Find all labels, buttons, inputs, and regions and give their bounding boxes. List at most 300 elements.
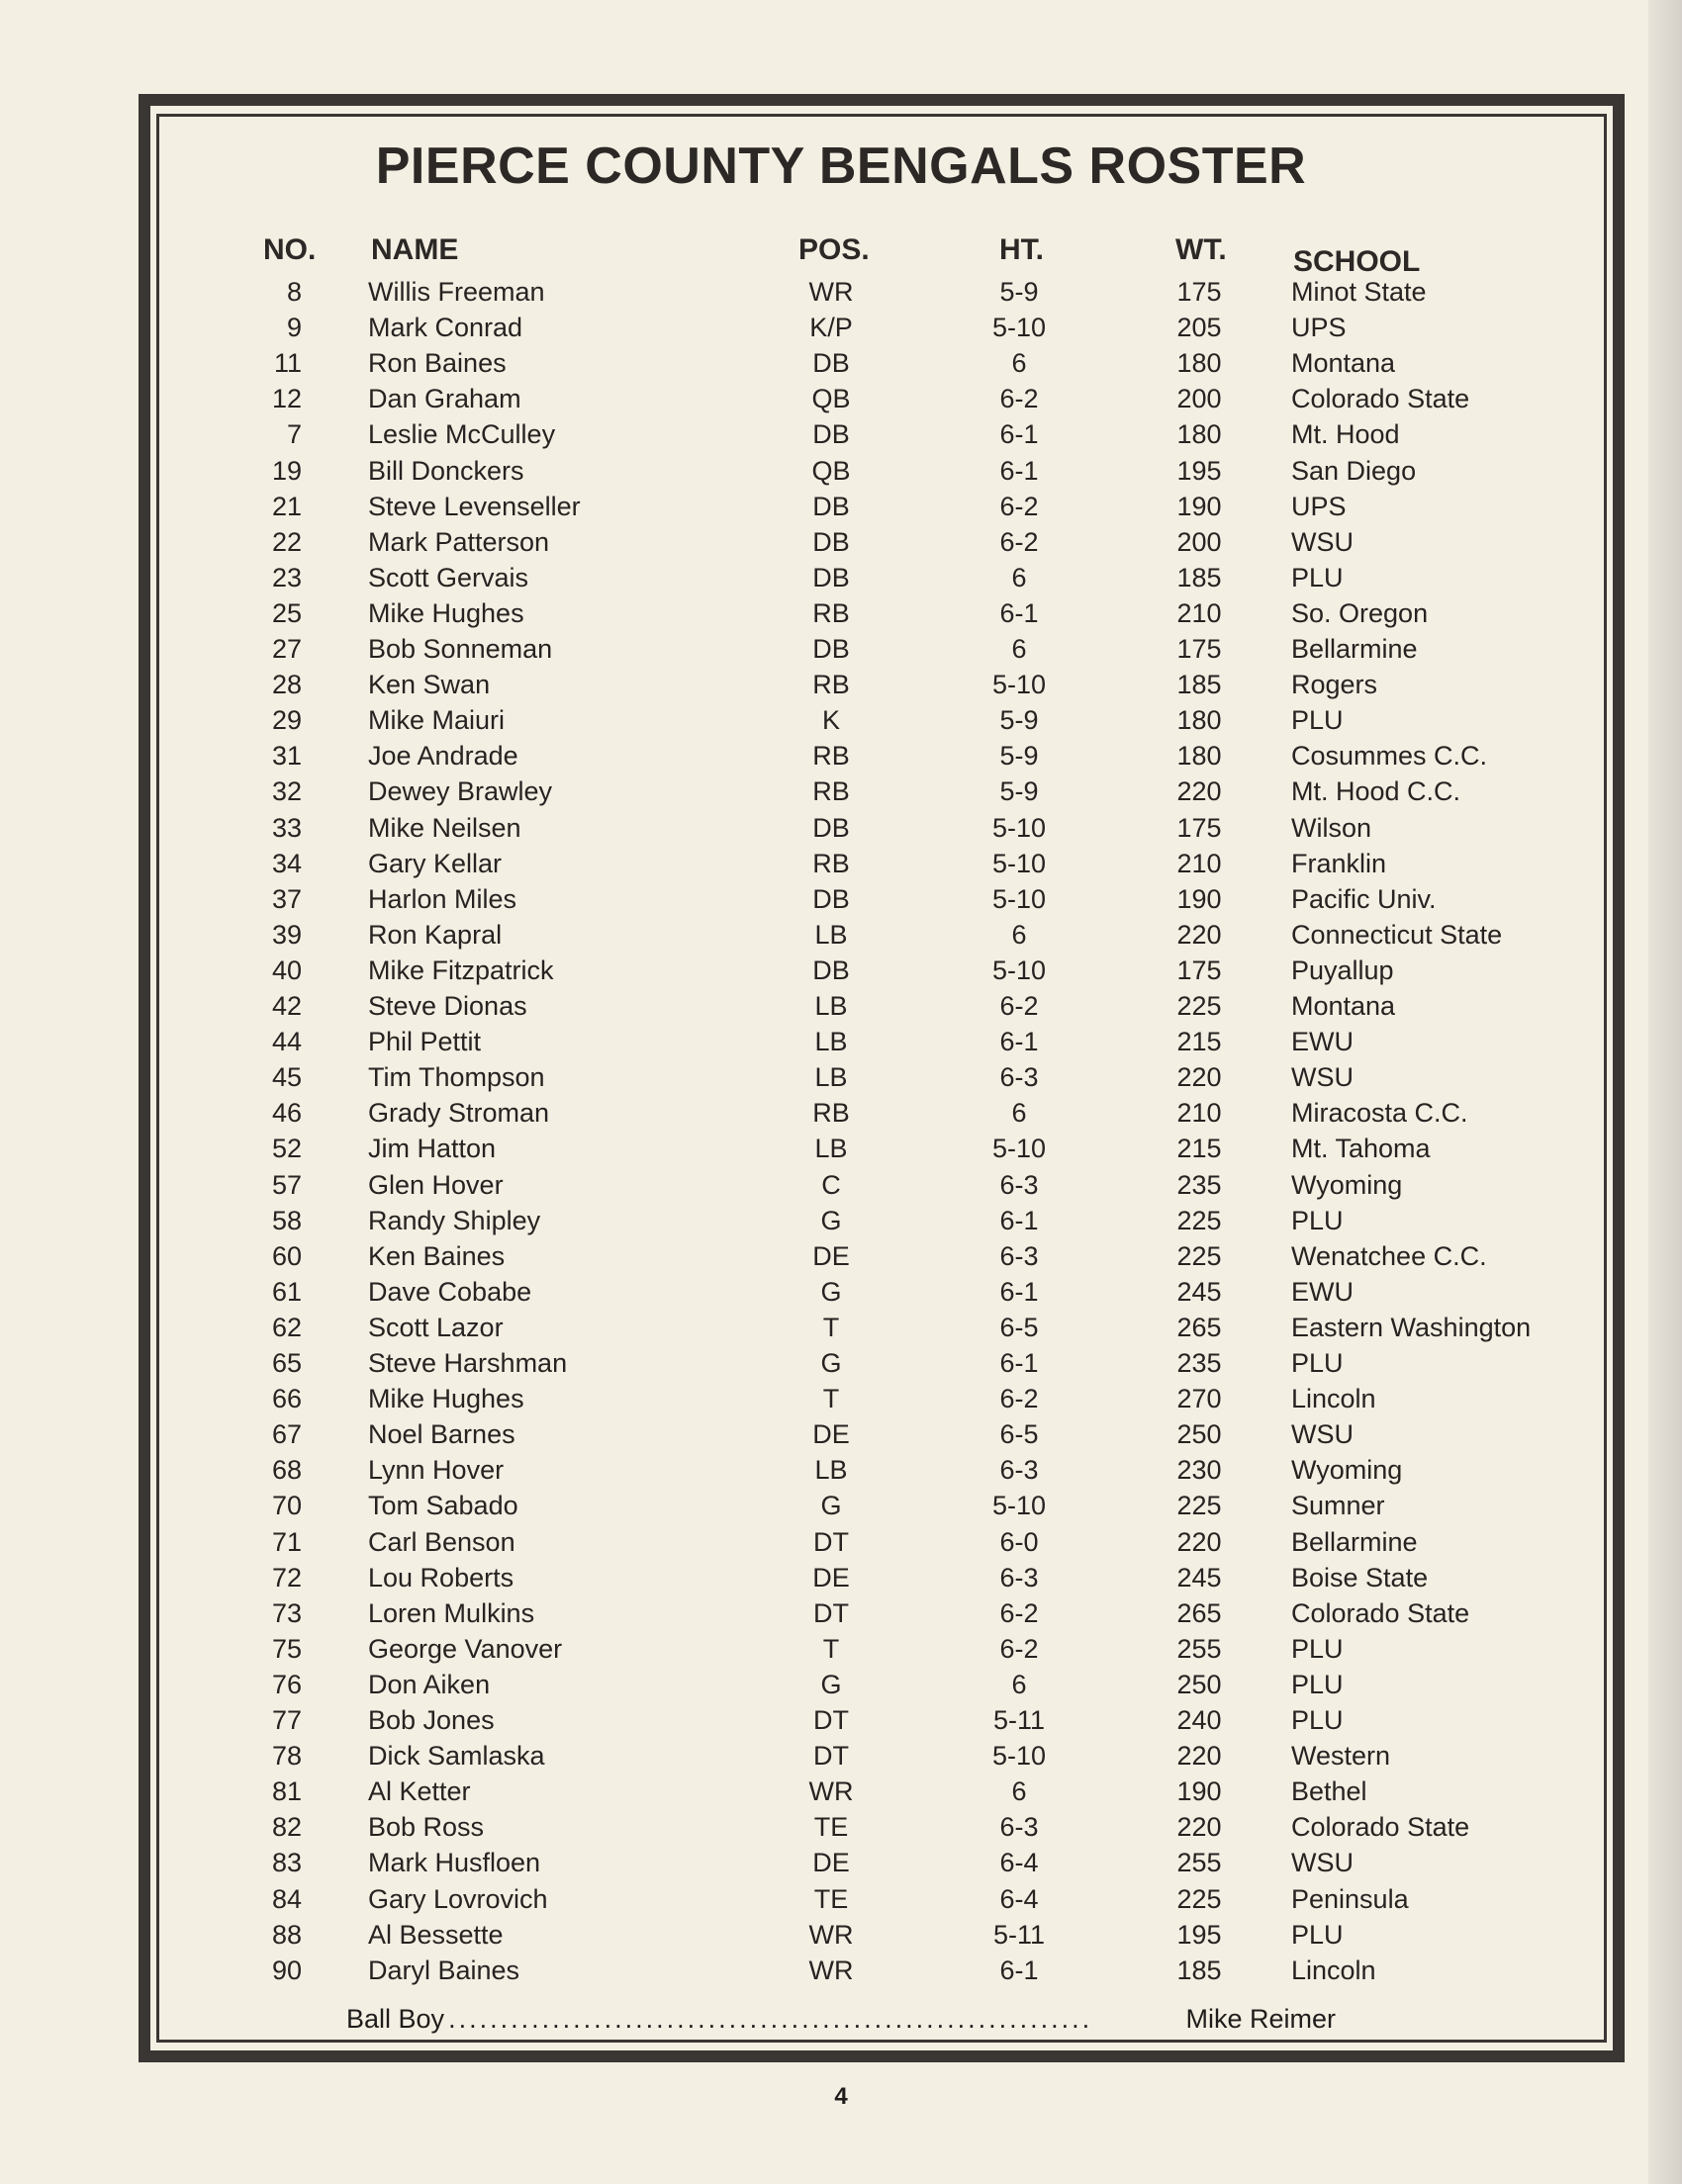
player-number: 11 [273, 348, 302, 378]
player-height: 6-1 [999, 456, 1039, 486]
player-height: 6-3 [999, 1812, 1039, 1842]
player-name: Phil Pettit [368, 1027, 482, 1056]
player-weight: 210 [1176, 1098, 1222, 1128]
player-position: G [820, 1206, 842, 1235]
player-number: 66 [271, 1384, 302, 1413]
player-height: 5-9 [999, 277, 1039, 307]
player-name: Steve Levenseller [368, 492, 581, 521]
player-height: 6-1 [999, 1956, 1039, 1985]
player-school: Lincoln [1291, 1956, 1376, 1985]
player-school: Wenatchee C.C. [1291, 1241, 1487, 1271]
player-height: 6 [1011, 1098, 1027, 1128]
player-name: Noel Barnes [368, 1419, 515, 1449]
player-number: 44 [271, 1027, 302, 1056]
player-height: 6 [1011, 1776, 1027, 1806]
player-weight: 185 [1176, 1956, 1222, 1985]
player-position: DB [812, 813, 850, 843]
player-weight: 195 [1176, 1920, 1222, 1950]
player-number: 73 [271, 1598, 302, 1628]
player-position: C [821, 1170, 841, 1200]
player-name: Loren Mulkins [368, 1598, 535, 1628]
player-weight: 270 [1176, 1384, 1222, 1413]
player-height: 5-11 [992, 1705, 1046, 1735]
player-position: LB [814, 991, 848, 1021]
player-height: 5-10 [991, 884, 1047, 914]
player-height: 6 [1011, 348, 1027, 378]
player-position: DT [813, 1705, 849, 1735]
player-position: DB [812, 884, 850, 914]
player-height: 5-11 [992, 1920, 1046, 1950]
player-school: Cosummes C.C. [1291, 741, 1488, 771]
player-height: 6-3 [999, 1455, 1039, 1485]
player-weight: 245 [1176, 1277, 1222, 1307]
player-number: 37 [271, 884, 302, 914]
player-school: Wyoming [1291, 1170, 1403, 1200]
player-school: San Diego [1291, 456, 1417, 486]
ball-boy-label: Ball Boy [346, 2004, 445, 2034]
player-school: Pacific Univ. [1291, 884, 1437, 914]
player-position: RB [812, 849, 850, 878]
player-height: 5-10 [991, 1491, 1047, 1520]
player-height: 6-2 [999, 1384, 1039, 1413]
player-school: Minot State [1291, 277, 1427, 307]
player-position: T [822, 1313, 840, 1342]
player-name: Mike Hughes [368, 1384, 524, 1413]
player-weight: 195 [1176, 456, 1222, 486]
player-school: Mt. Hood [1291, 419, 1400, 449]
player-position: DB [812, 563, 850, 592]
player-number: 31 [271, 741, 302, 771]
player-height: 5-10 [991, 1741, 1047, 1771]
player-school: Connecticut State [1291, 920, 1503, 950]
header-wt: WT. [1175, 233, 1227, 266]
player-number: 83 [271, 1848, 302, 1877]
player-name: Bob Sonneman [368, 634, 553, 664]
player-school: WSU [1291, 1062, 1354, 1092]
player-school: PLU [1291, 1670, 1344, 1699]
player-school: Franklin [1291, 849, 1387, 878]
player-school: UPS [1291, 313, 1347, 342]
header-name: NAME [371, 233, 459, 266]
player-position: DE [812, 1241, 850, 1271]
player-name: Mark Conrad [368, 313, 523, 342]
player-weight: 220 [1176, 776, 1222, 806]
player-school: PLU [1291, 1920, 1344, 1950]
player-number: 52 [271, 1134, 302, 1163]
player-position: G [820, 1348, 842, 1378]
player-position: WR [808, 277, 854, 307]
player-school: WSU [1291, 527, 1354, 557]
player-height: 6 [1011, 1670, 1027, 1699]
player-weight: 265 [1176, 1313, 1222, 1342]
player-position: G [820, 1491, 842, 1520]
player-weight: 245 [1176, 1563, 1222, 1592]
player-position: G [820, 1670, 842, 1699]
player-number: 29 [271, 705, 302, 735]
player-number: 32 [271, 776, 302, 806]
player-school: Miracosta C.C. [1291, 1098, 1468, 1128]
player-position: WR [808, 1776, 854, 1806]
player-number: 65 [271, 1348, 302, 1378]
player-number: 28 [271, 670, 302, 699]
player-weight: 190 [1176, 1776, 1222, 1806]
player-school: Rogers [1291, 670, 1378, 699]
player-position: DT [813, 1598, 849, 1628]
player-school: PLU [1291, 1206, 1344, 1235]
player-name: Joe Andrade [368, 741, 518, 771]
player-name: Scott Lazor [368, 1313, 504, 1342]
player-weight: 225 [1176, 1884, 1222, 1914]
player-weight: 175 [1176, 634, 1222, 664]
player-weight: 180 [1176, 741, 1222, 771]
player-number: 40 [271, 956, 302, 985]
player-name: Mike Fitzpatrick [368, 956, 554, 985]
player-weight: 235 [1176, 1170, 1222, 1200]
player-name: Bob Ross [368, 1812, 485, 1842]
player-position: T [822, 1384, 840, 1413]
player-name: Glen Hover [368, 1170, 504, 1200]
player-school: Bethel [1291, 1776, 1367, 1806]
player-name: Tim Thompson [368, 1062, 545, 1092]
player-school: Bellarmine [1291, 634, 1418, 664]
player-name: Ken Swan [368, 670, 491, 699]
player-position: DB [812, 419, 850, 449]
player-school: PLU [1291, 1634, 1344, 1664]
player-school: PLU [1291, 563, 1344, 592]
player-position: QB [811, 384, 851, 413]
player-position: RB [812, 1098, 850, 1128]
player-weight: 230 [1176, 1455, 1222, 1485]
player-number: 42 [271, 991, 302, 1021]
player-position: TE [813, 1812, 849, 1842]
player-weight: 220 [1176, 920, 1222, 950]
player-school: Wyoming [1291, 1455, 1403, 1485]
player-height: 6-2 [999, 384, 1039, 413]
player-number: 12 [271, 384, 302, 413]
player-name: Grady Stroman [368, 1098, 550, 1128]
player-number: 62 [271, 1313, 302, 1342]
player-weight: 175 [1176, 277, 1222, 307]
player-number: 77 [271, 1705, 302, 1735]
player-position: LB [814, 1134, 848, 1163]
player-school: Eastern Washington [1291, 1313, 1532, 1342]
player-position: G [820, 1277, 842, 1307]
player-weight: 225 [1176, 1241, 1222, 1271]
player-height: 6-3 [999, 1241, 1039, 1271]
player-position: K [821, 705, 840, 735]
player-weight: 215 [1176, 1027, 1222, 1056]
player-number: 88 [271, 1920, 302, 1950]
player-position: LB [814, 920, 848, 950]
player-height: 6-5 [999, 1313, 1039, 1342]
player-name: Ron Kapral [368, 920, 503, 950]
player-name: Al Bessette [368, 1920, 504, 1950]
player-weight: 200 [1176, 527, 1222, 557]
player-height: 5-9 [999, 741, 1039, 771]
header-school: SCHOOL [1293, 245, 1421, 278]
player-number: 9 [286, 313, 302, 342]
player-height: 5-9 [999, 705, 1039, 735]
player-height: 6-3 [999, 1563, 1039, 1592]
player-weight: 210 [1176, 849, 1222, 878]
player-name: Daryl Baines [368, 1956, 520, 1985]
player-name: Dick Samlaska [368, 1741, 545, 1771]
player-position: RB [812, 776, 850, 806]
player-school: PLU [1291, 1348, 1344, 1378]
player-weight: 220 [1176, 1741, 1222, 1771]
player-weight: 250 [1176, 1419, 1222, 1449]
player-name: Ron Baines [368, 348, 507, 378]
player-number: 58 [271, 1206, 302, 1235]
player-number: 19 [271, 456, 302, 486]
player-weight: 225 [1176, 991, 1222, 1021]
player-weight: 185 [1176, 563, 1222, 592]
player-school: Peninsula [1291, 1884, 1409, 1914]
player-name: Lynn Hover [368, 1455, 505, 1485]
player-name: Mike Neilsen [368, 813, 521, 843]
player-school: Bellarmine [1291, 1527, 1418, 1557]
player-number: 70 [271, 1491, 302, 1520]
player-number: 67 [271, 1419, 302, 1449]
player-name: Dewey Brawley [368, 776, 553, 806]
player-position: DB [812, 527, 850, 557]
player-position: WR [808, 1920, 854, 1950]
player-height: 6-3 [999, 1170, 1039, 1200]
player-name: Mike Maiuri [368, 705, 506, 735]
player-weight: 220 [1176, 1812, 1222, 1842]
player-weight: 255 [1176, 1848, 1222, 1877]
player-name: Gary Lovrovich [368, 1884, 548, 1914]
player-school: Montana [1291, 348, 1396, 378]
player-height: 6-1 [999, 1206, 1039, 1235]
player-school: Colorado State [1291, 384, 1470, 413]
player-height: 5-10 [991, 313, 1047, 342]
player-school: Lincoln [1291, 1384, 1376, 1413]
player-weight: 190 [1176, 884, 1222, 914]
player-weight: 180 [1176, 348, 1222, 378]
player-height: 6-2 [999, 1598, 1039, 1628]
player-height: 6-2 [999, 527, 1039, 557]
player-position: QB [811, 456, 851, 486]
player-number: 46 [271, 1098, 302, 1128]
player-position: WR [808, 1956, 854, 1985]
player-number: 76 [271, 1670, 302, 1699]
player-school: EWU [1291, 1277, 1354, 1307]
player-number: 61 [271, 1277, 302, 1307]
player-name: Mark Husfloen [368, 1848, 541, 1877]
player-number: 90 [271, 1956, 302, 1985]
player-position: RB [812, 670, 850, 699]
player-position: TE [813, 1884, 849, 1914]
page-number: 4 [834, 2083, 848, 2110]
player-position: LB [814, 1062, 848, 1092]
player-name: Carl Benson [368, 1527, 515, 1557]
player-weight: 235 [1176, 1348, 1222, 1378]
player-number: 22 [271, 527, 302, 557]
player-school: Boise State [1291, 1563, 1429, 1592]
player-school: So. Oregon [1291, 598, 1429, 628]
player-position: DT [813, 1527, 849, 1557]
player-weight: 205 [1176, 313, 1222, 342]
player-position: DB [812, 634, 850, 664]
player-number: 23 [271, 563, 302, 592]
player-number: 71 [271, 1527, 302, 1557]
ball-boy-name: Mike Reimer [1185, 2004, 1336, 2034]
player-height: 6-3 [999, 1062, 1039, 1092]
player-name: Lou Roberts [368, 1563, 514, 1592]
player-position: LB [814, 1027, 848, 1056]
player-height: 5-10 [991, 956, 1047, 985]
player-position: RB [812, 741, 850, 771]
player-position: T [822, 1634, 840, 1664]
player-height: 6-1 [999, 1027, 1039, 1056]
player-weight: 175 [1176, 956, 1222, 985]
player-height: 6-2 [999, 991, 1039, 1021]
player-name: Dave Cobabe [368, 1277, 532, 1307]
player-position: DE [812, 1563, 850, 1592]
player-weight: 255 [1176, 1634, 1222, 1664]
player-name: George Vanover [368, 1634, 563, 1664]
player-weight: 240 [1176, 1705, 1222, 1735]
player-school: Montana [1291, 991, 1396, 1021]
player-height: 5-9 [999, 776, 1039, 806]
player-number: 45 [271, 1062, 302, 1092]
player-position: LB [814, 1455, 848, 1485]
player-name: Harlon Miles [368, 884, 517, 914]
player-position: DT [813, 1741, 849, 1771]
header-pos: POS. [798, 233, 870, 266]
player-weight: 250 [1176, 1670, 1222, 1699]
player-name: Bill Donckers [368, 456, 524, 486]
player-name: Tom Sabado [368, 1491, 518, 1520]
player-height: 6-2 [999, 492, 1039, 521]
player-position: RB [812, 598, 850, 628]
player-height: 6-5 [999, 1419, 1039, 1449]
player-number: 34 [271, 849, 302, 878]
player-position: DB [812, 492, 850, 521]
player-height: 6 [1011, 563, 1027, 592]
player-number: 25 [271, 598, 302, 628]
player-name: Gary Kellar [368, 849, 503, 878]
player-height: 6-0 [999, 1527, 1039, 1557]
player-number: 75 [271, 1634, 302, 1664]
player-weight: 225 [1176, 1491, 1222, 1520]
player-number: 8 [286, 277, 302, 307]
player-name: Dan Graham [368, 384, 521, 413]
player-school: WSU [1291, 1848, 1354, 1877]
player-name: Mark Patterson [368, 527, 550, 557]
player-school: WSU [1291, 1419, 1354, 1449]
player-number: 82 [271, 1812, 302, 1842]
player-height: 6 [1011, 920, 1027, 950]
player-number: 27 [271, 634, 302, 664]
player-name: Mike Hughes [368, 598, 524, 628]
page-title: PIERCE COUNTY BENGALS ROSTER [375, 137, 1307, 195]
player-position: DB [812, 348, 850, 378]
player-number: 7 [286, 419, 302, 449]
player-weight: 225 [1176, 1206, 1222, 1235]
player-height: 5-10 [991, 849, 1047, 878]
player-school: PLU [1291, 1705, 1344, 1735]
player-position: DE [812, 1419, 850, 1449]
player-number: 84 [271, 1884, 302, 1914]
player-weight: 185 [1176, 670, 1222, 699]
player-school: Mt. Hood C.C. [1291, 776, 1461, 806]
player-weight: 180 [1176, 705, 1222, 735]
player-school: Western [1291, 1741, 1391, 1771]
player-name: Steve Dionas [368, 991, 527, 1021]
player-name: Leslie McCulley [368, 419, 556, 449]
player-weight: 265 [1176, 1598, 1222, 1628]
player-number: 72 [271, 1563, 302, 1592]
player-number: 81 [271, 1776, 302, 1806]
ball-boy-line [346, 2002, 1336, 2036]
player-height: 5-10 [991, 813, 1047, 843]
player-school: EWU [1291, 1027, 1354, 1056]
player-height: 6-4 [999, 1848, 1039, 1877]
player-name: Al Ketter [368, 1776, 471, 1806]
player-number: 21 [271, 492, 302, 521]
player-position: K/P [809, 313, 853, 342]
player-height: 6-1 [999, 419, 1039, 449]
player-name: Steve Harshman [368, 1348, 568, 1378]
player-number: 33 [271, 813, 302, 843]
player-height: 5-10 [991, 1134, 1047, 1163]
player-name: Don Aiken [368, 1670, 491, 1699]
player-weight: 190 [1176, 492, 1222, 521]
player-weight: 220 [1176, 1062, 1222, 1092]
player-name: Randy Shipley [368, 1206, 541, 1235]
player-height: 6-1 [999, 598, 1039, 628]
player-school: Colorado State [1291, 1812, 1470, 1842]
header-no: NO. [263, 233, 317, 266]
player-number: 78 [271, 1741, 302, 1771]
player-name: Bob Jones [368, 1705, 495, 1735]
player-number: 68 [271, 1455, 302, 1485]
player-school: Mt. Tahoma [1291, 1134, 1431, 1163]
player-weight: 220 [1176, 1527, 1222, 1557]
player-school: Colorado State [1291, 1598, 1470, 1628]
player-weight: 175 [1176, 813, 1222, 843]
player-height: 6-2 [999, 1634, 1039, 1664]
player-number: 60 [271, 1241, 302, 1271]
player-number: 57 [271, 1170, 302, 1200]
header-ht: HT. [999, 233, 1044, 266]
player-name: Jim Hatton [368, 1134, 497, 1163]
player-school: Wilson [1291, 813, 1372, 843]
player-height: 6-1 [999, 1277, 1039, 1307]
player-name: Willis Freeman [368, 277, 545, 307]
player-height: 6-1 [999, 1348, 1039, 1378]
player-weight: 200 [1176, 384, 1222, 413]
player-weight: 210 [1176, 598, 1222, 628]
player-height: 6-4 [999, 1884, 1039, 1914]
ball-boy-leader-dots: .............................................................. [448, 2004, 1093, 2034]
player-weight: 180 [1176, 419, 1222, 449]
player-height: 5-10 [991, 670, 1047, 699]
player-school: Sumner [1291, 1491, 1385, 1520]
player-school: UPS [1291, 492, 1347, 521]
player-name: Scott Gervais [368, 563, 529, 592]
player-name: Ken Baines [368, 1241, 506, 1271]
player-height: 6 [1011, 634, 1027, 664]
player-position: DB [812, 956, 850, 985]
player-school: PLU [1291, 705, 1344, 735]
page-edge-shadow [1648, 0, 1682, 2184]
player-weight: 215 [1176, 1134, 1222, 1163]
player-school: Puyallup [1291, 956, 1394, 985]
player-position: DE [812, 1848, 850, 1877]
